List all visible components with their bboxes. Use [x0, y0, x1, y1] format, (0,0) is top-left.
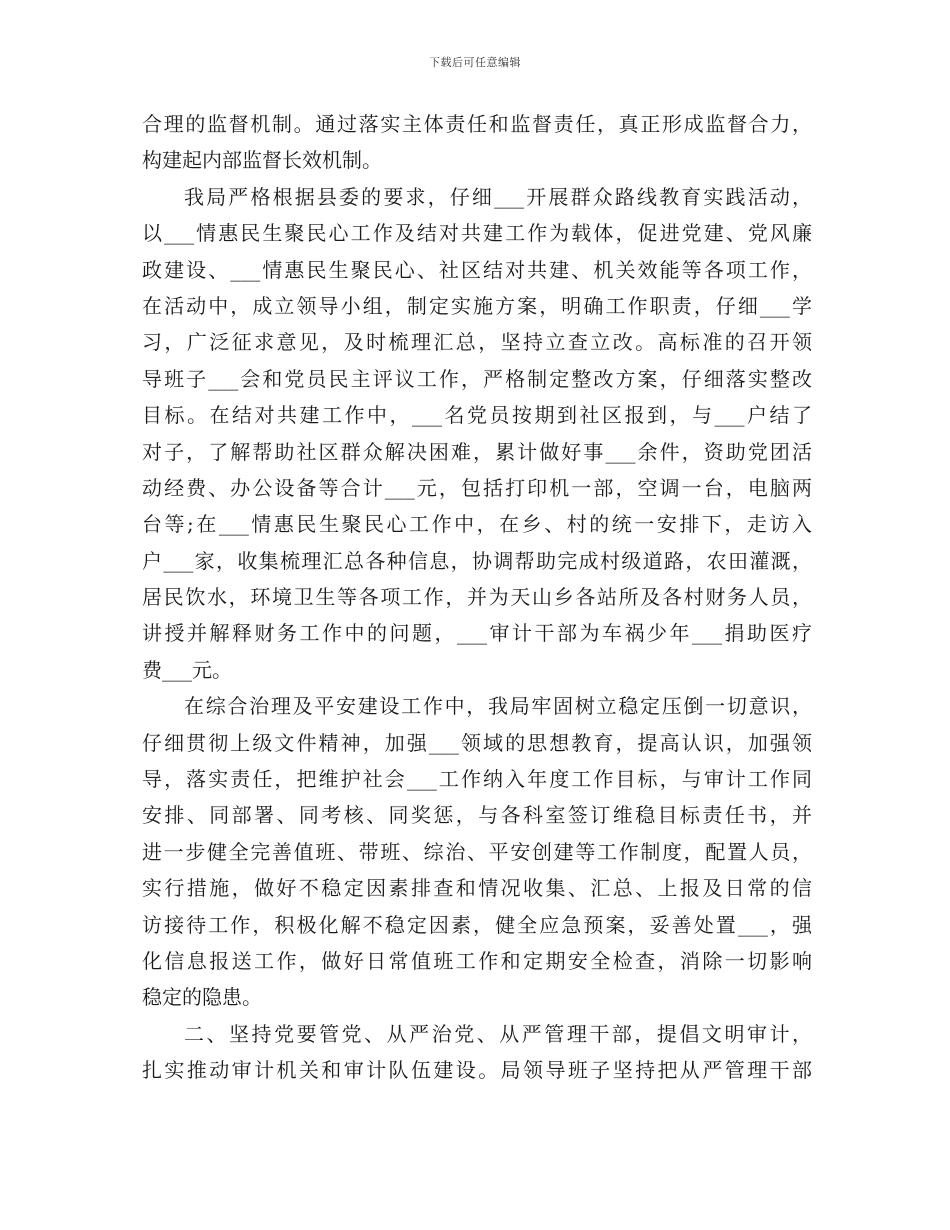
text-line: 台等;在___情惠民生聚民心工作中，在乡、村的统一安排下，走访入	[142, 512, 812, 537]
text-line: 稳定的隐患。	[142, 985, 262, 1010]
text-line: 对子，了解帮助社区群众解决困难，累计做好事___余件，资助党团活	[142, 439, 812, 464]
text-line: 实行措施，做好不稳定因素排查和情况收集、汇总、上报及日常的信	[142, 876, 812, 901]
text-line: 在活动中，成立领导小组，制定实施方案，明确工作职责，仔细___学	[142, 293, 812, 318]
text-line: 动经费、办公设备等合计___元，包括打印机一部，空调一台，电脑两	[142, 475, 812, 500]
text-line: 化信息报送工作，做好日常值班工作和定期安全检查，消除一切影响	[142, 948, 812, 973]
text-line: 访接待工作，积极化解不稳定因素，健全应急预案，妥善处置___，强	[142, 912, 812, 937]
text-line: 政建设、___情惠民生聚民心、社区结对共建、机关效能等各项工作，	[142, 257, 812, 282]
paragraph-start-line: 我局严格根据县委的要求，仔细___开展群众路线教育实践活动，	[184, 184, 812, 209]
text-line: 导，落实责任，把维护社会___工作纳入年度工作目标，与审计工作同	[142, 767, 812, 792]
page-header: 下载后可任意编辑	[429, 56, 521, 69]
text-line: 进一步健全完善值班、带班、综治、平安创建等工作制度，配置人员，	[142, 839, 812, 864]
text-line: 构建起内部监督长效机制。	[142, 148, 382, 173]
text-line: 扎实推动审计机关和审计队伍建设。局领导班子坚持把从严管理干部	[142, 1058, 812, 1083]
document-body	[142, 106, 812, 1089]
text-line: 户___家，收集梳理汇总各种信息，协调帮助完成村级道路，农田灌溉，	[142, 548, 812, 573]
paragraph-start-line: 在综合治理及平安建设工作中，我局牢固树立稳定压倒一切意识，	[184, 694, 812, 719]
text-line: 习，广泛征求意见，及时梳理汇总，坚持立查立改。高标准的召开领	[142, 330, 812, 355]
text-line: 合理的监督机制。通过落实主体责任和监督责任，真正形成监督合力，	[142, 112, 812, 136]
paragraph-start-line: 二、坚持党要管党、从严治党、从严管理干部，提倡文明审计，	[184, 1021, 812, 1046]
text-line: 安排、同部署、同考核、同奖惩，与各科室签订维稳目标责任书，并	[142, 803, 812, 828]
text-line: 以___情惠民生聚民心工作及结对共建工作为载体，促进党建、党风廉	[142, 221, 812, 246]
text-line: 仔细贯彻上级文件精神，加强___领域的思想教育，提高认识，加强领	[142, 730, 812, 755]
text-line: 居民饮水，环境卫生等各项工作，并为天山乡各站所及各村财务人员，	[142, 585, 812, 610]
text-line: 讲授并解释财务工作中的问题，___审计干部为车祸少年___捐助医疗	[142, 621, 812, 646]
text-line: 费___元。	[142, 657, 232, 682]
text-line: 导班子___会和党员民主评议工作，严格制定整改方案，仔细落实整改	[142, 366, 812, 391]
text-line: 目标。在结对共建工作中，___名党员按期到社区报到，与___户结了	[142, 403, 812, 428]
